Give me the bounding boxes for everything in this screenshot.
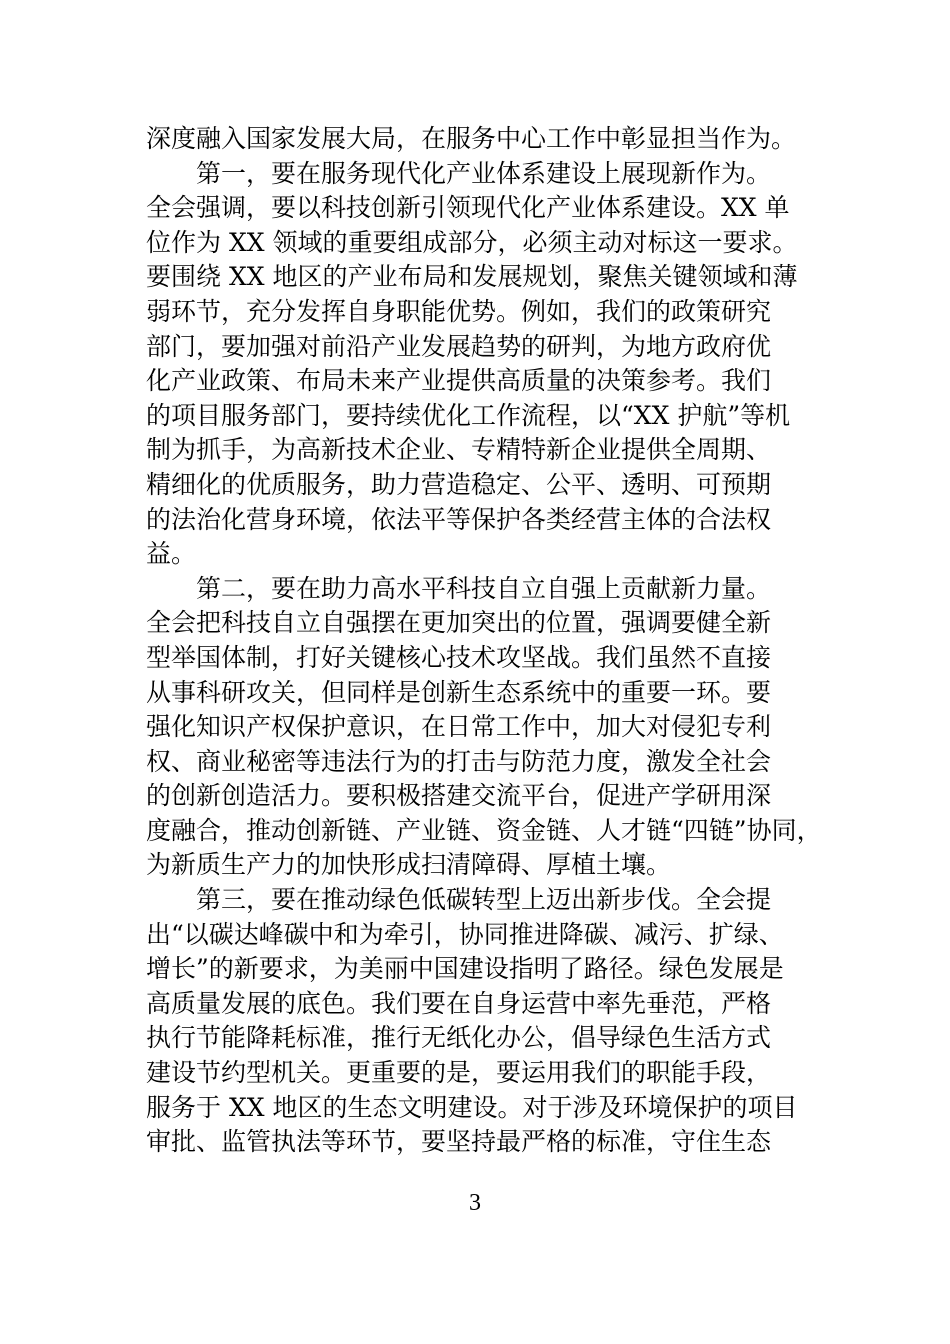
text-line: 高质量发展的底色。我们要在自身运营中率先垂范，严格: [146, 988, 772, 1018]
text-line: 型举国体制，打好关键核心技术攻坚战。我们虽然不直接: [146, 642, 772, 672]
text-line: 益。: [146, 539, 197, 569]
text-line: 部门，要加强对前沿产业发展趋势的研判，为地方政府优: [146, 331, 772, 361]
text-line: 的项目服务部门，要持续优化工作流程，以“XX 护航”等机: [146, 400, 791, 430]
text-line: 制为抓手，为高新技术企业、专精特新企业提供全周期、: [146, 435, 772, 465]
paragraph-first-line: 第二，要在助力高水平科技自立自强上贡献新力量。: [196, 573, 772, 603]
text-line: 从事科研攻关，但同样是创新生态系统中的重要一环。要: [146, 677, 772, 707]
paragraph-first-line: 第一，要在服务现代化产业体系建设上展现新作为。: [196, 158, 772, 188]
text-line: 要围绕 XX 地区的产业布局和发展规划，聚焦关键领域和薄: [146, 262, 798, 292]
text-line: 全会把科技自立自强摆在更加突出的位置，强调要健全新: [146, 608, 772, 638]
text-line: 精细化的优质服务，助力营造稳定、公平、透明、可预期: [146, 469, 772, 499]
body-text: [146, 122, 826, 1160]
text-line: 弱环节，充分发挥自身职能优势。例如，我们的政策研究: [146, 296, 772, 326]
text-line: 强化知识产权保护意识，在日常工作中，加大对侵犯专利: [146, 712, 772, 742]
text-line: 的法治化营身环境，依法平等保护各类经营主体的合法权: [146, 504, 772, 534]
text-line: 全会强调，要以科技创新引领现代化产业体系建设。XX 单: [146, 193, 790, 223]
page-number: 3: [469, 1190, 481, 1216]
text-line: 增长”的新要求，为美丽中国建设指明了路径。绿色发展是: [146, 954, 784, 984]
text-line: 为新质生产力的加快形成扫清障碍、厚植土壤。: [146, 850, 672, 880]
text-line: 建设节约型机关。更重要的是，要运用我们的职能手段，: [146, 1058, 772, 1088]
text-line: 度融合，推动创新链、产业链、资金链、人才链“四链”协同，: [146, 815, 822, 845]
text-line: 服务于 XX 地区的生态文明建设。对于涉及环境保护的项目: [146, 1092, 798, 1122]
paragraph-first-line: 第三，要在推动绿色低碳转型上迈出新步伐。全会提: [196, 885, 772, 915]
text-line: 位作为 XX 领域的重要组成部分，必须主动对标这一要求。: [146, 227, 798, 257]
text-line: 深度融入国家发展大局，在服务中心工作中彰显担当作为。: [146, 124, 797, 153]
text-line: 权、商业秘密等违法行为的打击与防范力度，激发全社会: [146, 746, 772, 776]
text-line: 审批、监管执法等环节，要坚持最严格的标准，守住生态: [146, 1127, 772, 1157]
text-line: 执行节能降耗标准，推行无纸化办公，倡导绿色生活方式: [146, 1023, 772, 1053]
text-line: 出“以碳达峰碳中和为牵引，协同推进降碳、减污、扩绿、: [146, 919, 784, 949]
text-line: 的创新创造活力。要积极搭建交流平台，促进产学研用深: [146, 781, 772, 811]
text-line: 化产业政策、布局未来产业提供高质量的决策参考。我们: [146, 366, 772, 396]
